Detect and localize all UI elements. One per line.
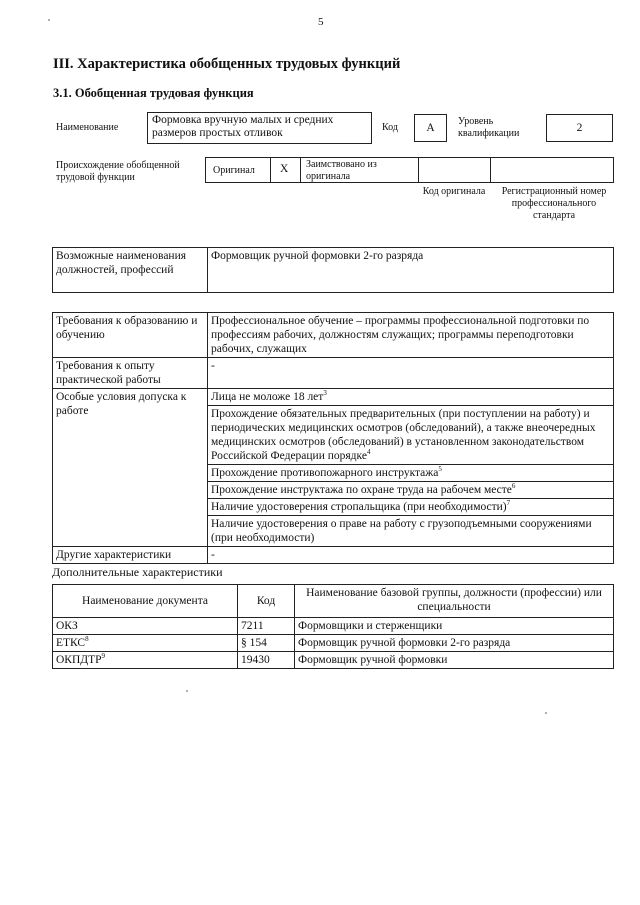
original-label: Оригинал: [213, 165, 255, 176]
subsection-title: 3.1. Обобщенная трудовая функция: [53, 86, 254, 100]
doc-code: 19430: [238, 652, 295, 669]
group-name: Формовщики и стерженщики: [295, 618, 614, 635]
table-row: [53, 618, 614, 635]
reg-number-label: Регистрационный номер профессионального стандарта: [501, 186, 607, 221]
possible-names-value: Формовщик ручной формовки 2-го разряда: [208, 248, 614, 293]
code-box: [414, 114, 447, 142]
group-name: Формовщик ручной формовки: [295, 652, 614, 669]
other-label: Другие характеристики: [53, 547, 208, 564]
header-document: Наименование документа: [53, 585, 238, 618]
code-label: Код: [382, 122, 398, 133]
experience-label: Требования к опыту практической работы: [53, 358, 208, 389]
special-item: Прохождение обязательных предварительных (при поступлении на работу) и периодических медицинских осмотров (обследований), а также внеочередных медицинских осмотров (обследований) в установленном законодательством Российской Федерации порядке$^4$: [208, 406, 614, 465]
other-value: -: [208, 547, 614, 564]
special-item: Прохождение инструктажа по охране труда на рабочем месте$^6$: [208, 482, 614, 499]
experience-value: -: [208, 358, 614, 389]
additional-table: [52, 584, 614, 669]
borrowed-label: Заимствовано из оригинала: [306, 159, 377, 182]
origin-label: Происхождение обобщенной трудовой функции: [56, 160, 180, 183]
level-value: 2: [576, 122, 583, 134]
header-code: Код: [238, 585, 295, 618]
special-item: Прохождение противопожарного инструктажа$^5$: [208, 465, 614, 482]
code-value: A: [426, 122, 435, 134]
table-row: [53, 652, 614, 669]
section-title: III. Характеристика обобщенных трудовых функций: [53, 56, 401, 72]
level-box: [546, 114, 613, 142]
name-label: Наименование: [56, 122, 119, 133]
original-mark: X: [280, 163, 289, 175]
doc-name: ЕТКС$^8$: [53, 635, 238, 652]
function-name-box: [147, 112, 372, 144]
special-item: Лица не моложе 18 лет$^3$: [208, 389, 614, 406]
special-label: Особые условия допуска к работе: [53, 389, 208, 547]
possible-names-label: Возможные наименования должностей, профессий: [53, 248, 208, 293]
additional-title: Дополнительные характеристики: [52, 565, 223, 579]
education-label: Требования к образованию и обучению: [53, 313, 208, 358]
possible-names-table: [52, 247, 614, 293]
table-row: [53, 635, 614, 652]
group-name: Формовщик ручной формовки 2-го разряда: [295, 635, 614, 652]
doc-code: § 154: [238, 635, 295, 652]
special-item: Наличие удостоверения стропальщика (при необходимости)$^7$: [208, 499, 614, 516]
education-value: Профессиональное обучение – программы профессиональной подготовки по профессиям рабочих, должностям служащих; программы переподготовки рабочих, служащих: [208, 313, 614, 358]
code-original-label: Код оригинала: [422, 186, 486, 197]
page-number: 5: [318, 16, 324, 28]
requirements-table: [52, 312, 614, 564]
header-group-name: Наименование базовой группы, должности (профессии) или специальности: [295, 585, 614, 618]
special-item: Наличие удостоверения о праве на работу с грузоподъемными сооружениями (при необходимости): [208, 516, 614, 547]
doc-code: 7211: [238, 618, 295, 635]
doc-name: ОКЗ: [53, 618, 238, 635]
function-name: Формовка вручную малых и средних размеров простых отливок: [152, 114, 334, 139]
level-label: Уровень квалификации: [458, 116, 520, 139]
doc-name: ОКПДТР$^9$: [53, 652, 238, 669]
